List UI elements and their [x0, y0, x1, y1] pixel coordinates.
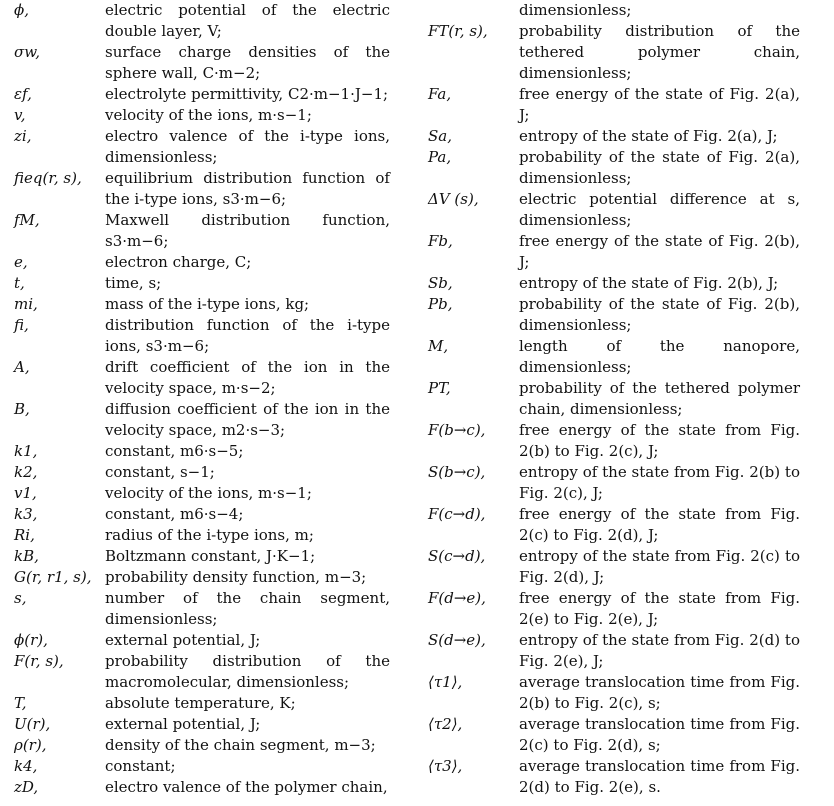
symbol: k2,	[14, 463, 38, 481]
nomenclature-entry	[14, 756, 390, 777]
symbol-description: equilibrium distribution function of the i-type ions, s3·m−6;	[105, 169, 390, 208]
nomenclature-entry	[14, 735, 390, 756]
symbol-description: constant, m6·s−5;	[105, 442, 244, 460]
nomenclature-entry	[14, 315, 390, 357]
symbol: kB,	[14, 547, 39, 565]
symbol: Sb,	[428, 274, 453, 292]
nomenclature-entry	[14, 294, 390, 315]
symbol: t,	[14, 274, 25, 292]
symbol: Pa,	[428, 148, 452, 166]
symbol-description: free energy of the state from Fig. 2(b) to Fig. 2(c), J;	[519, 421, 800, 460]
nomenclature-entry	[14, 630, 390, 651]
nomenclature-entry	[428, 756, 800, 798]
nomenclature-entry	[14, 651, 390, 693]
symbol-description: electric potential of the electric double layer, V;	[105, 1, 390, 40]
symbol-description: entropy of the state from Fig. 2(d) to Fig. 2(e), J;	[519, 631, 800, 670]
symbol: A,	[14, 358, 30, 376]
symbol: M,	[428, 337, 449, 355]
symbol: FT(r, s),	[428, 22, 488, 40]
nomenclature-entry	[428, 126, 800, 147]
symbol-description: probability of the state of Fig. 2(b), dimensionless;	[519, 295, 800, 334]
nomenclature-entry	[428, 294, 800, 336]
symbol: Fa,	[428, 85, 452, 103]
symbol: σw,	[14, 43, 41, 61]
symbol-description: electro valence of the polymer chain,	[105, 778, 388, 796]
symbol: Pb,	[428, 295, 453, 313]
nomenclature-right-column	[428, 0, 800, 798]
symbol-description: probability distribution of the tethered polymer chain, dimensionless;	[519, 22, 800, 82]
symbol-description: probability density function, m−3;	[105, 568, 367, 586]
symbol-description: surface charge densities of the sphere wall, C·m−2;	[105, 43, 390, 82]
symbol: εf,	[14, 85, 32, 103]
symbol-description: external potential, J;	[105, 631, 261, 649]
symbol-description: Boltzmann constant, J·K−1;	[105, 547, 316, 565]
nomenclature-entry	[428, 189, 800, 231]
symbol-description: free energy of the state of Fig. 2(a), J;	[519, 85, 800, 124]
symbol: k4,	[14, 757, 38, 775]
symbol: mi,	[14, 295, 38, 313]
nomenclature-entry	[428, 378, 800, 420]
symbol: U(r),	[14, 715, 51, 733]
nomenclature-entry	[428, 420, 800, 462]
nomenclature-entry	[14, 693, 390, 714]
symbol-description: constant;	[105, 757, 176, 775]
nomenclature-entry	[428, 0, 800, 21]
symbol: S(d→e),	[428, 631, 486, 649]
symbol-description: entropy of the state from Fig. 2(b) to Fig. 2(c), J;	[519, 463, 800, 502]
symbol-description: electrolyte permittivity, C2·m−1·J−1;	[105, 85, 389, 103]
symbol-description: average translocation time from Fig. 2(b) to Fig. 2(c), s;	[519, 673, 800, 712]
symbol-description: entropy of the state of Fig. 2(a), J;	[519, 127, 778, 145]
symbol-description: absolute temperature, K;	[105, 694, 296, 712]
symbol: ϕ(r),	[14, 631, 48, 649]
nomenclature-entry	[14, 777, 390, 798]
nomenclature-entry	[14, 168, 390, 210]
symbol: fi,	[14, 316, 29, 334]
symbol: Sa,	[428, 127, 452, 145]
symbol: s,	[14, 589, 27, 607]
nomenclature-entry	[14, 525, 390, 546]
nomenclature-entry	[14, 0, 390, 42]
nomenclature-entry	[14, 210, 390, 252]
symbol-description: electro valence of the i-type ions, dimensionless;	[105, 127, 390, 166]
symbol: ⟨τ3⟩,	[428, 757, 463, 775]
symbol: v,	[14, 106, 26, 124]
symbol: zD,	[14, 778, 39, 796]
symbol: F(r, s),	[14, 652, 64, 670]
nomenclature-entry	[14, 714, 390, 735]
symbol: e,	[14, 253, 28, 271]
nomenclature-entry	[428, 714, 800, 756]
nomenclature-entry	[14, 546, 390, 567]
symbol-description: free energy of the state of Fig. 2(b), J;	[519, 232, 800, 271]
nomenclature-entry	[14, 126, 390, 168]
symbol-description: velocity of the ions, m·s−1;	[105, 484, 312, 502]
symbol-description: diffusion coefficient of the ion in the velocity space, m2·s−3;	[105, 400, 390, 439]
nomenclature-entry	[14, 483, 390, 504]
nomenclature-entry	[428, 504, 800, 546]
symbol: ΔV (s),	[428, 190, 479, 208]
nomenclature-entry	[428, 147, 800, 189]
symbol: G(r, r1, s),	[14, 568, 92, 586]
symbol: T,	[14, 694, 27, 712]
nomenclature-entry	[14, 441, 390, 462]
symbol: Fb,	[428, 232, 453, 250]
symbol-description: mass of the i-type ions, kg;	[105, 295, 310, 313]
symbol: k1,	[14, 442, 38, 460]
nomenclature-entry	[14, 399, 390, 441]
symbol: B,	[14, 400, 30, 418]
symbol: Ri,	[14, 526, 35, 544]
nomenclature-entry	[428, 672, 800, 714]
symbol: F(d→e),	[428, 589, 486, 607]
symbol-description: free energy of the state from Fig. 2(e) to Fig. 2(e), J;	[519, 589, 800, 628]
symbol: fieq(r, s),	[14, 169, 82, 187]
symbol-description: electron charge, C;	[105, 253, 252, 271]
symbol: F(c→d),	[428, 505, 486, 523]
symbol: S(c→d),	[428, 547, 486, 565]
symbol: v1,	[14, 484, 37, 502]
nomenclature-entry	[428, 231, 800, 273]
symbol: ⟨τ2⟩,	[428, 715, 463, 733]
symbol-description: dimensionless;	[519, 1, 632, 19]
nomenclature-entry	[14, 42, 390, 84]
nomenclature-entry	[428, 21, 800, 84]
symbol-description: density of the chain segment, m−3;	[105, 736, 376, 754]
nomenclature-entry	[14, 105, 390, 126]
symbol: k3,	[14, 505, 38, 523]
symbol: fM,	[14, 211, 40, 229]
nomenclature-entry	[428, 273, 800, 294]
symbol-description: external potential, J;	[105, 715, 261, 733]
symbol-description: length of the nanopore, dimensionless;	[519, 337, 800, 376]
symbol-description: Maxwell distribution function, s3·m−6;	[105, 211, 390, 250]
symbol-description: constant, m6·s−4;	[105, 505, 244, 523]
symbol: F(b→c),	[428, 421, 486, 439]
symbol-description: average translocation time from Fig. 2(c) to Fig. 2(d), s;	[519, 715, 800, 754]
symbol-description: constant, s−1;	[105, 463, 215, 481]
nomenclature-entry	[14, 357, 390, 399]
nomenclature-entry	[14, 462, 390, 483]
nomenclature-entry	[14, 588, 390, 630]
nomenclature-entry	[14, 504, 390, 525]
symbol-description: electric potential difference at s, dimensionless;	[519, 190, 800, 229]
nomenclature-entry	[428, 546, 800, 588]
symbol-description: average translocation time from Fig. 2(d) to Fig. 2(e), s.	[519, 757, 800, 796]
symbol-description: free energy of the state from Fig. 2(c) to Fig. 2(d), J;	[519, 505, 800, 544]
symbol-description: entropy of the state from Fig. 2(c) to Fig. 2(d), J;	[519, 547, 800, 586]
symbol: ϕ,	[14, 1, 29, 19]
nomenclature-entry	[428, 630, 800, 672]
nomenclature-entry	[428, 462, 800, 504]
symbol-description: probability of the state of Fig. 2(a), dimensionless;	[519, 148, 800, 187]
nomenclature-entry	[428, 336, 800, 378]
symbol-description: probability of the tethered polymer chain, dimensionless;	[519, 379, 800, 418]
symbol: ⟨τ1⟩,	[428, 673, 463, 691]
nomenclature-entry	[14, 84, 390, 105]
symbol-description: radius of the i-type ions, m;	[105, 526, 314, 544]
symbol-description: time, s;	[105, 274, 162, 292]
symbol: S(b→c),	[428, 463, 486, 481]
nomenclature-entry	[428, 84, 800, 126]
symbol-description: velocity of the ions, m·s−1;	[105, 106, 312, 124]
symbol-description: probability distribution of the macromolecular, dimensionless;	[105, 652, 390, 691]
symbol: zi,	[14, 127, 32, 145]
nomenclature-entry	[428, 588, 800, 630]
symbol-description: drift coefficient of the ion in the velocity space, m·s−2;	[105, 358, 390, 397]
nomenclature-entry	[14, 252, 390, 273]
symbol-description: distribution function of the i-type ions, s3·m−6;	[105, 316, 390, 355]
nomenclature-entry	[14, 273, 390, 294]
symbol-description: number of the chain segment, dimensionless;	[105, 589, 390, 628]
nomenclature-entry	[14, 567, 390, 588]
symbol: ρ(r),	[14, 736, 47, 754]
nomenclature-left-column	[14, 0, 390, 798]
symbol: PT,	[428, 379, 451, 397]
symbol-description: entropy of the state of Fig. 2(b), J;	[519, 274, 779, 292]
